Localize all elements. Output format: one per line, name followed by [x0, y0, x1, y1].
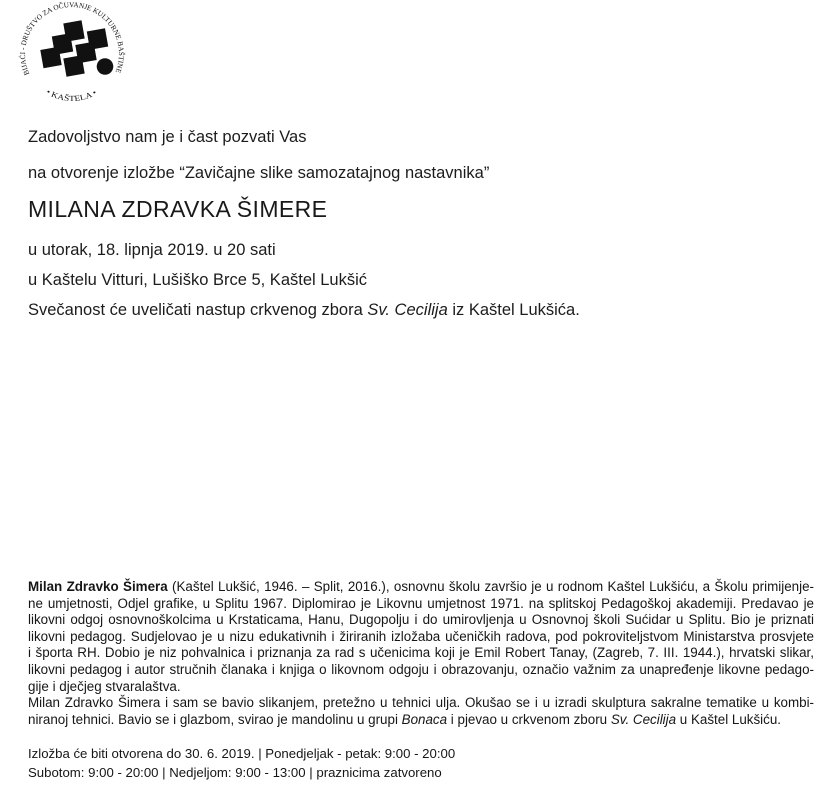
text-line: [28, 629, 814, 646]
text-run: u Kaštel Lukšiću.: [676, 711, 782, 727]
text-line: [28, 763, 814, 782]
biography: [28, 579, 814, 728]
text-run: Sv. Cecilija: [610, 711, 677, 727]
opening-hours: [28, 744, 814, 782]
logo-mosaic: [40, 20, 113, 76]
text-line: [28, 596, 814, 613]
invitation-datetime: [28, 240, 276, 260]
logo-bottom-text: • KAŠTELA •: [44, 87, 98, 104]
text-run: Milan Zdravko Šimera i sam se bavio slikanjem, pretežno u tehnici ulja. Okušao se i u izradi skulptura sakralne tematike u kombi-: [28, 695, 814, 711]
society-logo: [16, 1, 128, 109]
text-run: niranoj tehnici. Bavio se i glazbom, svirao je mandolinu u grupi: [28, 711, 402, 727]
text-run: likovni pedagog. Sudjelovao je u nizu edukativnih i žiriranih izložaba učeničkih radova, pod pokroviteljstvom Ministarstva prosvjete: [28, 628, 814, 644]
text-line: [28, 744, 814, 763]
logo-circular-text: BIJAĆI - DRUŠTVO ZA OČUVANJE KULTURNE BAŠTINE: [17, 1, 127, 77]
text-run: iz Kaštel Lukšića.: [447, 301, 580, 319]
text-line: [28, 679, 814, 696]
invitation-ceremony: [28, 300, 580, 320]
text-line: [28, 612, 814, 629]
logo-circle-dot: [97, 58, 114, 75]
text-run: u utorak, 18. lipnja 2019. u 20 sati: [28, 241, 276, 259]
text-line: [28, 712, 814, 729]
text-run: gije i dječjeg stvaralaštva.: [28, 678, 181, 694]
artist-name-title: [28, 196, 327, 223]
text-line: [28, 695, 814, 712]
text-run: ne umjetnosti, Odjel grafike, u Splitu 1967. Diplomirao je Likovnu umjetnost 1971. na splitskoj Pedagoškoj akademiji. Predavao je: [28, 595, 814, 611]
invitation-venue: [28, 270, 367, 290]
logo-square: [63, 55, 84, 76]
text-run: i športa RH. Dobio je niz pohvalnica i priznanja za rad s učenicima koji je Emil Robert Tanay, (Zagreb, 7. III. 1944.), hrvatski slikar,: [28, 645, 814, 661]
text-run: Subotom: 9:00 - 20:00 | Nedjeljom: 9:00 - 13:00 | praznicima zatvoreno: [28, 765, 442, 780]
text-run: Sv. Cecilija: [367, 301, 448, 319]
text-run: i pjevao u crkvenom zboru: [447, 711, 611, 727]
text-run: u Kaštelu Vitturi, Lušiško Brce 5, Kaštel Lukšić: [28, 271, 368, 289]
invitation-greeting: [28, 127, 307, 147]
text-line: [28, 662, 814, 679]
text-run: likovni odgoj osnovnoškolcima u Krstaticama, Hanu, Dugopolju i do umirovljenja u Osnovnoj školi Sućidar u Splitu. Bio je priznati: [28, 612, 814, 628]
text-run: Milan Zdravko Šimera: [28, 579, 168, 594]
text-run: (Kaštel Lukšić, 1946. – Split, 2016.), osnovnu školu završio je u rodnom Kaštel Lukšiću, a Školu primijenje-: [167, 579, 814, 594]
text-line: [28, 579, 814, 596]
logo-square: [40, 47, 61, 68]
text-run: likovni pedagog i autor stručnih članaka i knjiga o likovnom odgoju i obrazovanju, označio važnim za unapređenje likovne pedago-: [28, 661, 814, 677]
text-run: Svečanost će uveličati nastup crkvenog zbora: [28, 301, 368, 319]
text-line: [28, 645, 814, 662]
text-run: MILANA ZDRAVKA ŠIMERE: [28, 196, 328, 222]
text-run: Bonaca: [401, 711, 448, 727]
invitation-occasion: [28, 163, 489, 183]
text-run: Izložba će biti otvorena do 30. 6. 2019. | Ponedjeljak - petak: 9:00 - 20:00: [28, 746, 456, 761]
text-run: Zadovoljstvo nam je i čast pozvati Vas: [28, 128, 307, 146]
text-run: na otvorenje izložbe “Zavičajne slike samozatajnog nastavnika”: [28, 164, 490, 182]
